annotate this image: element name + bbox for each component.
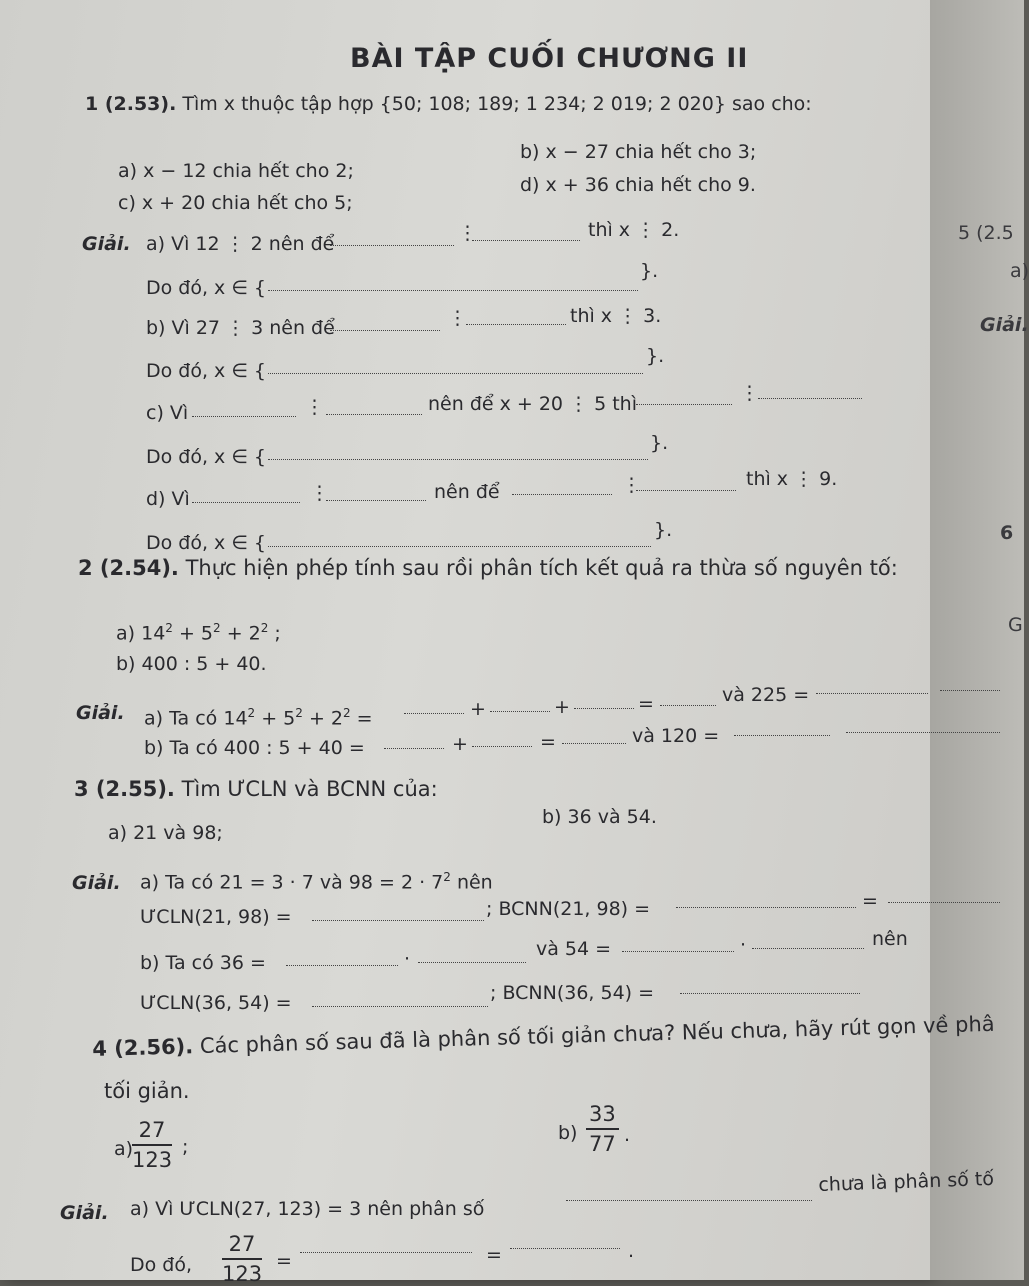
plus-sign: + — [470, 698, 486, 720]
p4-solution-label: Giải. — [60, 1202, 109, 1224]
blank — [268, 546, 651, 547]
blank — [192, 502, 300, 503]
problem-3-text: Tìm ƯCLN và BCNN của: — [181, 777, 438, 801]
blank — [268, 290, 638, 291]
p3-solution-label: Giải. — [72, 872, 121, 894]
edge-text-4: 6 — [1000, 522, 1014, 544]
p2-and-120: và 120 = — [632, 725, 720, 747]
blank — [816, 693, 928, 694]
p1-sol-b-start: b) Vì 27 ⋮ 3 nên để — [146, 317, 335, 339]
blank — [466, 324, 566, 325]
p2-sol-b: b) Ta có 400 : 5 + 40 = — [144, 737, 365, 759]
blank — [326, 414, 422, 415]
plus-sign: + — [452, 733, 468, 755]
multiply-dot: · — [740, 934, 747, 956]
edge-text-5: G — [1008, 614, 1023, 636]
p1-option-b: b) x − 27 chia hết cho 3; — [520, 141, 757, 163]
blank — [562, 743, 626, 744]
divides-sign: ⋮ — [310, 482, 329, 504]
close-brace: }. — [640, 260, 659, 282]
p3-option-a: a) 21 và 98; — [108, 822, 223, 844]
p3-bcnn-1: ; BCNN(21, 98) = — [486, 898, 651, 920]
problem-4-number: 4 (2.56). — [91, 1034, 194, 1061]
equals-sign: = — [862, 890, 878, 912]
blank — [268, 459, 648, 460]
blank — [734, 735, 830, 736]
p4-sol-a-end: chưa là phân số tố — [818, 1167, 995, 1196]
numerator: 27 — [132, 1118, 172, 1146]
blank — [574, 708, 634, 709]
p1-sol-a-start: a) Vì 12 ⋮ 2 nên để — [146, 233, 335, 255]
blank — [512, 494, 612, 495]
blank — [384, 748, 444, 749]
problem-4-text: Các phân số sau đã là phân số tối giản chưa? Nếu chưa, hãy rút gọn về phâ — [199, 1011, 995, 1058]
p1-option-a: a) x − 12 chia hết cho 2; — [118, 160, 354, 182]
p4-option-b-label: b) — [558, 1122, 578, 1144]
divides-sign: ⋮ — [740, 382, 759, 404]
blank — [312, 920, 484, 921]
p1-sol-c-start: c) Vì — [146, 402, 189, 424]
p2-sol-a-start: a) Ta có — [144, 707, 218, 730]
blank — [846, 732, 1000, 733]
numerator: 27 — [222, 1232, 262, 1260]
blank — [758, 398, 862, 399]
edge-text-1: 5 (2.5 — [958, 222, 1014, 244]
blank — [940, 690, 1000, 691]
equals-sign: = — [638, 693, 654, 715]
p2-solution-label: Giải. — [76, 702, 125, 724]
p1-do-do-b: Do đó, x ∈ { — [146, 360, 267, 382]
blank — [192, 416, 296, 417]
p3-sol-a-end: nên — [456, 871, 493, 894]
blank — [888, 902, 1000, 903]
problem-2 — [78, 557, 898, 579]
period: . — [628, 1240, 635, 1262]
close-brace: }. — [654, 519, 673, 541]
blank — [286, 965, 398, 966]
blank — [510, 1248, 620, 1249]
p2-option-b: b) 400 : 5 + 40. — [116, 653, 267, 675]
p3-sol-b: b) Ta có 36 = — [140, 952, 266, 974]
p1-sol-b-end: thì x ⋮ 3. — [570, 305, 662, 327]
period: . — [624, 1124, 631, 1146]
blank — [330, 330, 440, 331]
denominator: 123 — [132, 1148, 173, 1172]
equals-sign: = — [276, 1250, 292, 1272]
p1-do-do-a: Do đó, x ∈ { — [146, 277, 267, 299]
plus-sign: + — [554, 696, 570, 718]
blank — [752, 948, 864, 949]
problem-2-text: Thực hiện phép tính sau rồi phân tích kết quả ra thừa số nguyên tố: — [185, 556, 898, 580]
edge-text-2: a) — [1010, 260, 1029, 282]
blank — [622, 951, 734, 952]
page-title: BÀI TẬP CUỐI CHƯƠNG II — [350, 43, 749, 74]
blank — [326, 500, 426, 501]
blank — [418, 962, 526, 963]
denominator: 123 — [222, 1262, 263, 1286]
p1-option-d: d) x + 36 chia hết cho 9. — [520, 174, 756, 196]
denominator: 77 — [589, 1132, 616, 1156]
equals-sign: = — [540, 731, 556, 753]
blank — [330, 245, 454, 246]
close-brace: }. — [650, 432, 669, 454]
blank — [680, 993, 860, 994]
p3-option-b: b) 36 và 54. — [542, 806, 657, 828]
p3-nen: nên — [872, 928, 908, 950]
p2-option-a-label: a) — [116, 622, 136, 645]
problem-3-number: 3 (2.55). — [74, 777, 175, 801]
blank — [472, 746, 532, 747]
problem-1-text: Tìm x thuộc tập hợp {50; 108; 189; 1 234; 2 019; 2 020} sao cho: — [182, 93, 812, 115]
p1-do-do-d: Do đó, x ∈ { — [146, 532, 267, 554]
p1-sol-d-mid: nên để — [434, 481, 500, 503]
fraction-27-123 — [132, 1118, 172, 1172]
problem-1-number: 1 (2.53). — [85, 93, 177, 115]
p1-option-c: c) x + 20 chia hết cho 5; — [118, 192, 353, 214]
multiply-dot: · — [404, 948, 411, 970]
p3-ucln-2: ƯCLN(36, 54) = — [140, 992, 292, 1014]
blank — [300, 1252, 472, 1253]
fraction-27-123-result — [222, 1232, 262, 1286]
adjacent-page — [930, 0, 1024, 1280]
problem-3 — [74, 778, 438, 800]
p2-sol-a: a) Ta có $14^2 + 5^2 + 2^2$ = — [144, 706, 373, 730]
p1-do-do-c: Do đó, x ∈ { — [146, 446, 267, 468]
close-brace: }. — [646, 345, 665, 367]
blank — [268, 373, 643, 374]
p2-and-225: và 225 = — [722, 684, 810, 706]
divides-sign: ⋮ — [448, 307, 467, 329]
divides-sign: ⋮ — [622, 474, 641, 496]
problem-1 — [85, 93, 812, 115]
p4-option-a-label: a) — [114, 1138, 134, 1160]
blank — [490, 711, 550, 712]
blank — [676, 907, 856, 908]
p4-sol-a: a) Vì ƯCLN(27, 123) = 3 nên phân số — [130, 1198, 485, 1220]
p3-ucln-1: ƯCLN(21, 98) = — [140, 906, 292, 928]
exponent: 2 — [443, 870, 451, 884]
numerator: 33 — [586, 1102, 619, 1130]
blank — [636, 404, 732, 405]
blank — [636, 490, 736, 491]
blank — [312, 1006, 488, 1007]
edge-text-3: Giải. — [980, 314, 1029, 336]
p2-option-a: a) $14^2 + 5^2 + 2^2$ ; — [116, 621, 281, 645]
p4-do-do: Do đó, — [130, 1254, 193, 1276]
divides-sign: ⋮ — [305, 396, 324, 418]
blank — [660, 705, 716, 706]
divides-sign: ⋮ — [458, 222, 477, 244]
p3-bcnn-2: ; BCNN(36, 54) = — [490, 982, 655, 1004]
p1-sol-d-start: d) Vì — [146, 488, 190, 510]
p3-sol-a-start: a) Ta có 21 = 3 · 7 và 98 = 2 · 7 — [140, 871, 444, 894]
p1-sol-d-end: thì x ⋮ 9. — [746, 468, 838, 490]
blank — [472, 240, 580, 241]
fraction-33-77 — [586, 1102, 619, 1156]
semicolon: ; — [182, 1136, 189, 1158]
problem-2-number: 2 (2.54). — [78, 556, 179, 580]
blank — [404, 713, 464, 714]
blank — [566, 1200, 812, 1201]
p3-and-54: và 54 = — [536, 938, 612, 960]
p1-sol-c-mid: nên để x + 20 ⋮ 5 thì — [428, 393, 637, 415]
p1-sol-a-end: thì x ⋮ 2. — [588, 219, 680, 241]
p1-solution-label: Giải. — [82, 233, 131, 255]
p3-sol-a — [140, 866, 493, 893]
equals-sign: = — [486, 1244, 502, 1266]
problem-4-text-cont: tối giản. — [104, 1079, 190, 1103]
